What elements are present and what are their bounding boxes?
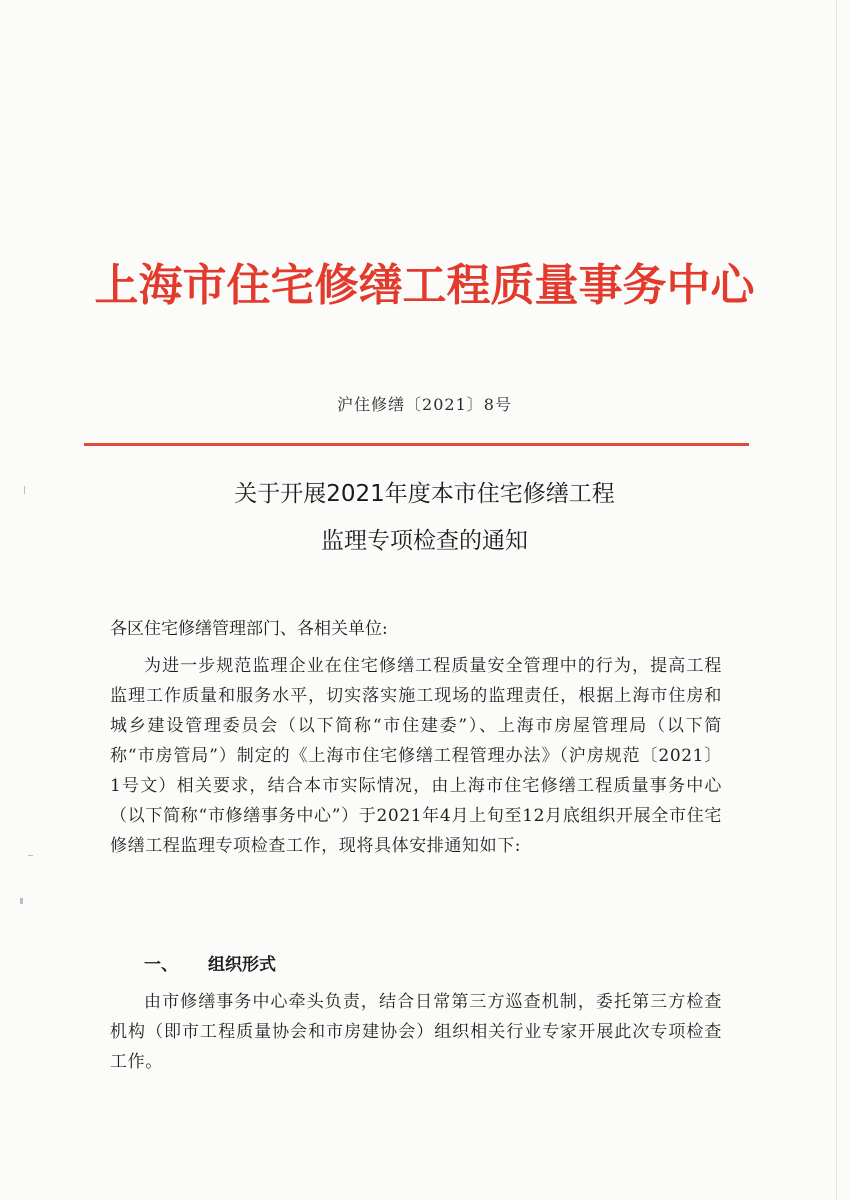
salutation: 各区住宅修缮管理部门、各相关单位:: [110, 619, 388, 639]
scan-edge-line: [836, 0, 837, 1200]
notice-title-line-2: 监理专项检查的通知: [321, 528, 528, 554]
issuing-organization-header: 上海市住宅修缮工程质量事务中心: [94, 260, 755, 311]
red-divider-line: [84, 443, 749, 446]
scan-mark: [28, 855, 33, 856]
section-title: 组织形式: [208, 955, 276, 975]
notice-title-line-1: 关于开展2021年度本市住宅修缮工程: [234, 481, 615, 507]
section-heading-1: [144, 950, 276, 980]
scan-mark: [20, 898, 23, 904]
body-paragraph-1: 为进一步规范监理企业在住宅修缮工程质量安全管理中的行为，提高工程监理工作质量和服务水平，切实落实施工现场的监理责任，根据上海市住房和城乡建设管理委员会（以下简称“市住建委”）、上海市房屋管理局（以下简称“市房管局”）制定的《上海市住宅修缮工程管理办法》（沪房规范〔2021〕1号文）相关要求，结合本市实际情况，由上海市住宅修缮工程质量事务中心（以下简称“市修缮事务中心”）于2021年4月上旬至12月底组织开展全市住宅修缮工程监理专项检查工作，现将具体安排通知如下:: [110, 656, 722, 856]
body-paragraph-2: 由市修缮事务中心牵头负责，结合日常第三方巡查机制，委托第三方检查机构（即市工程质量协会和市房建协会）组织相关行业专家开展此次专项检查工作。: [110, 992, 722, 1072]
section-number: 一、: [144, 955, 178, 975]
document-number: 沪住修缮〔2021〕8号: [337, 395, 512, 414]
